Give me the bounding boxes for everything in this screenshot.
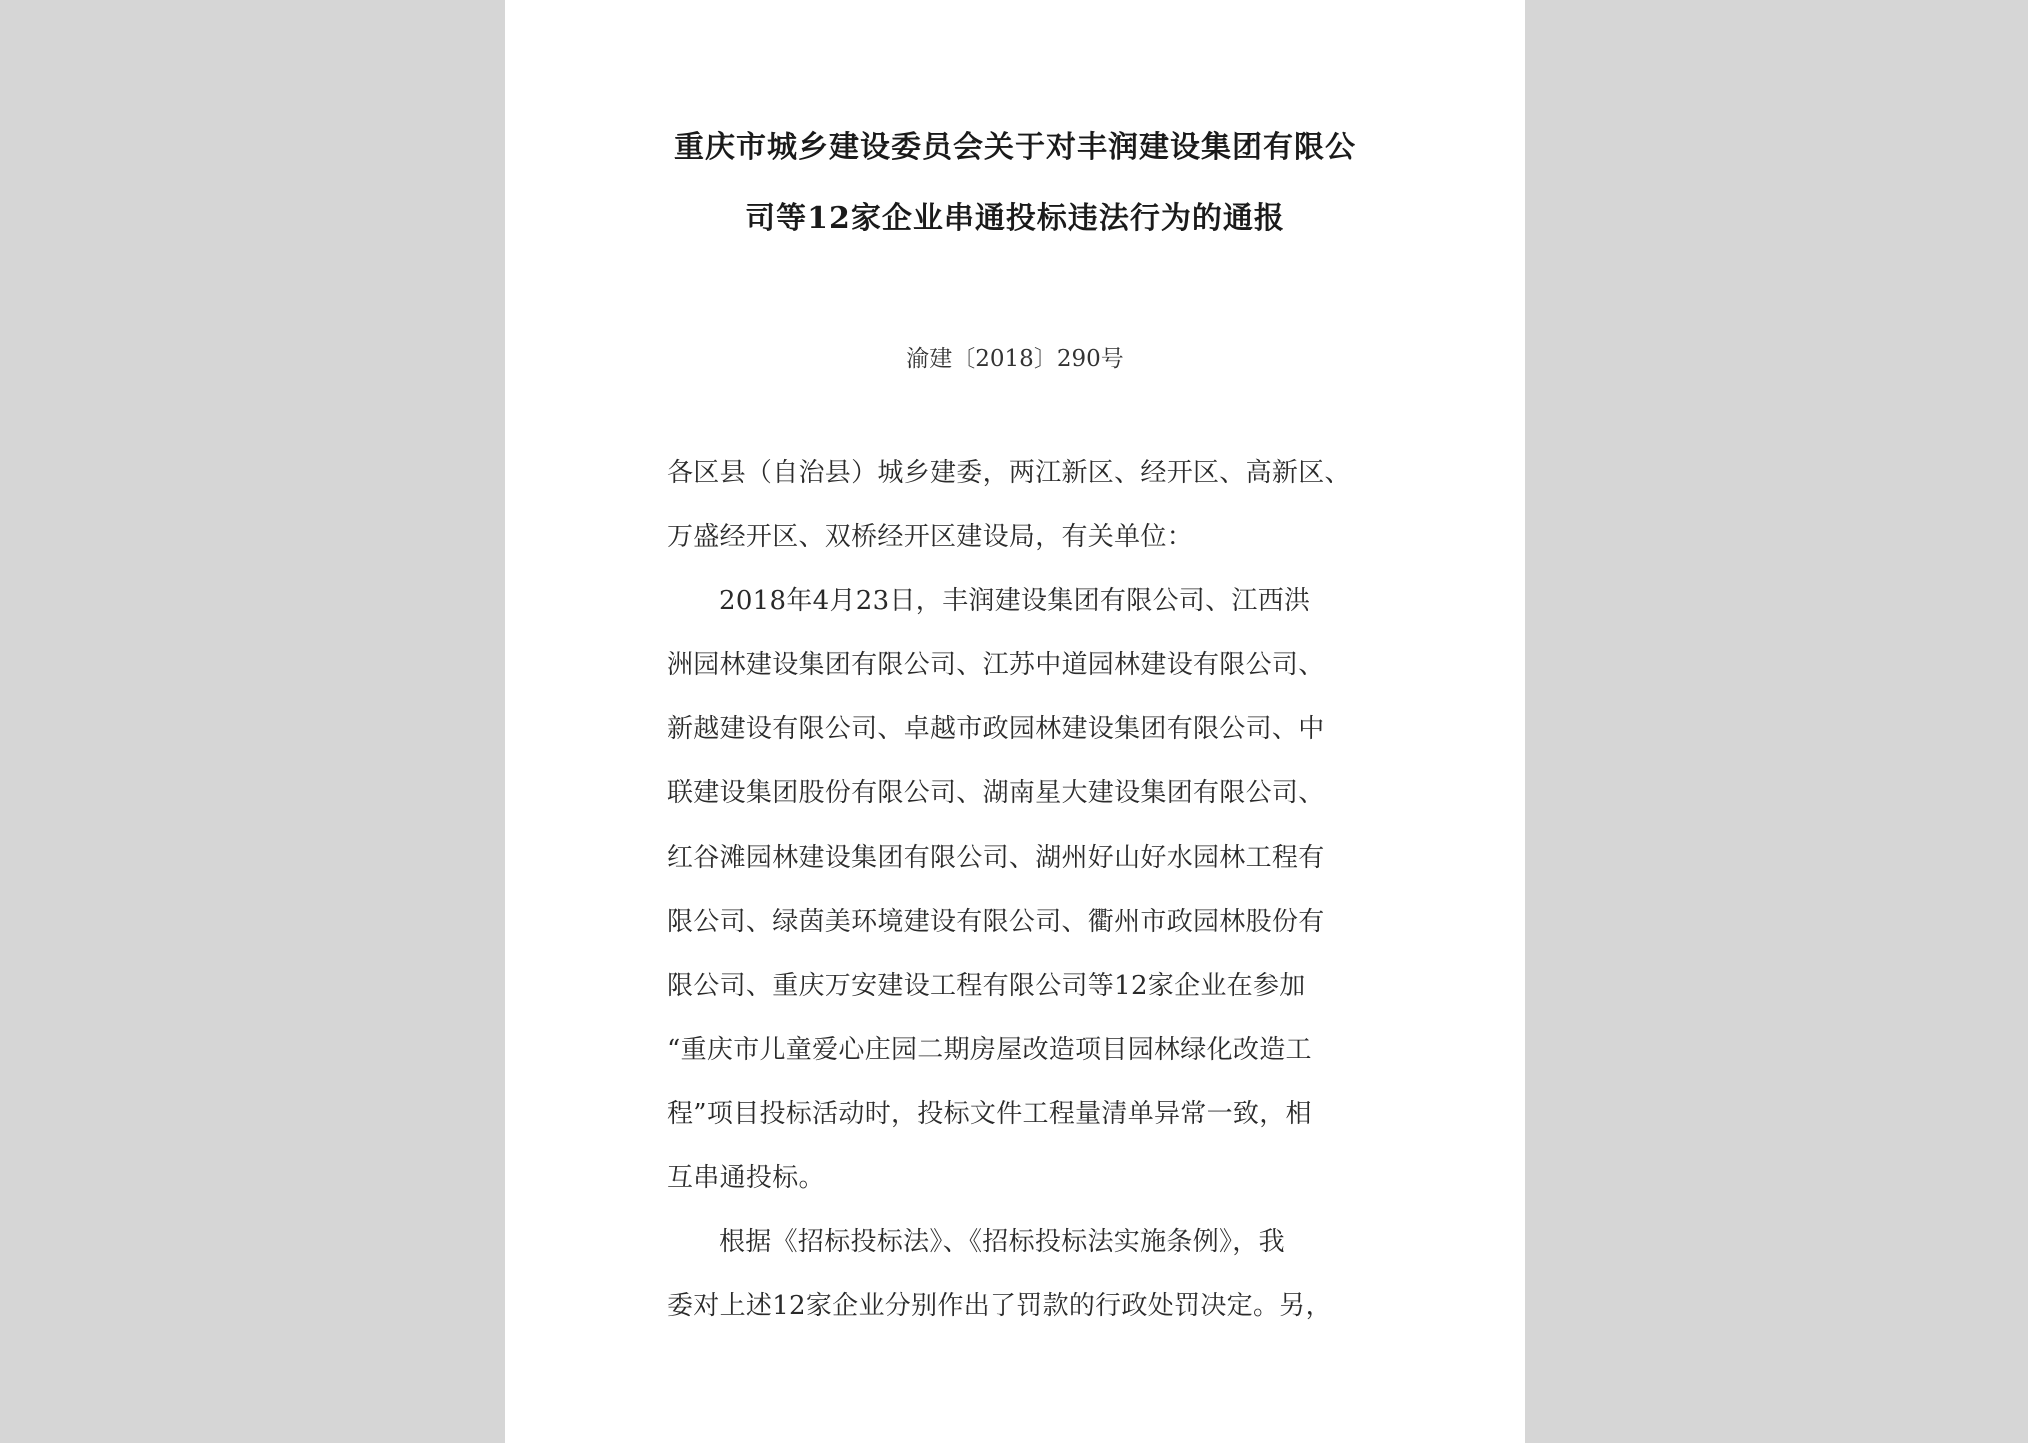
paragraph1-line-1: 2018年4月23日，丰润建设集团有限公司、江西洪: [719, 586, 1311, 616]
paragraph1-line-9: 程”项目投标活动时，投标文件工程量清单异常一致，相: [667, 1099, 1312, 1129]
paragraph1-line-10: 互串通投标。: [667, 1163, 825, 1193]
paragraph1-line-5: 红谷滩园林建设集团有限公司、湖州好山好水园林工程有: [667, 843, 1325, 873]
document-title-line-1: 重庆市城乡建设委员会关于对丰润建设集团有限公: [674, 130, 1356, 165]
paragraph2-line-2: 委对上述12家企业分别作出了罚款的行政处罚决定。另，: [667, 1291, 1332, 1321]
paragraph2-line-1: 根据《招标投标法》、《招标投标法实施条例》，我: [719, 1227, 1285, 1257]
addressee-line-1: 各区县（自治县）城乡建委，两江新区、经开区、高新区、: [667, 458, 1351, 488]
paragraph1-line-7: 限公司、重庆万安建设工程有限公司等12家企业在参加: [667, 971, 1306, 1001]
paragraph1-line-3: 新越建设有限公司、卓越市政园林建设集团有限公司、中: [667, 714, 1325, 744]
document-page: [505, 0, 1525, 1443]
addressee-line-2: 万盛经开区、双桥经开区建设局，有关单位：: [667, 522, 1194, 552]
paragraph1-line-6: 限公司、绿茵美环境建设有限公司、衢州市政园林股份有: [667, 907, 1325, 937]
document-title-line-2: 司等12家企业串通投标违法行为的通报: [745, 201, 1285, 236]
paragraph1-line-4: 联建设集团股份有限公司、湖南星大建设集团有限公司、: [667, 778, 1325, 808]
paragraph1-line-8: “重庆市儿童爱心庄园二期房屋改造项目园林绿化改造工: [667, 1035, 1312, 1065]
document-number: 渝建〔2018〕290号: [906, 346, 1124, 372]
paragraph1-line-2: 洲园林建设集团有限公司、江苏中道园林建设有限公司、: [667, 650, 1325, 680]
